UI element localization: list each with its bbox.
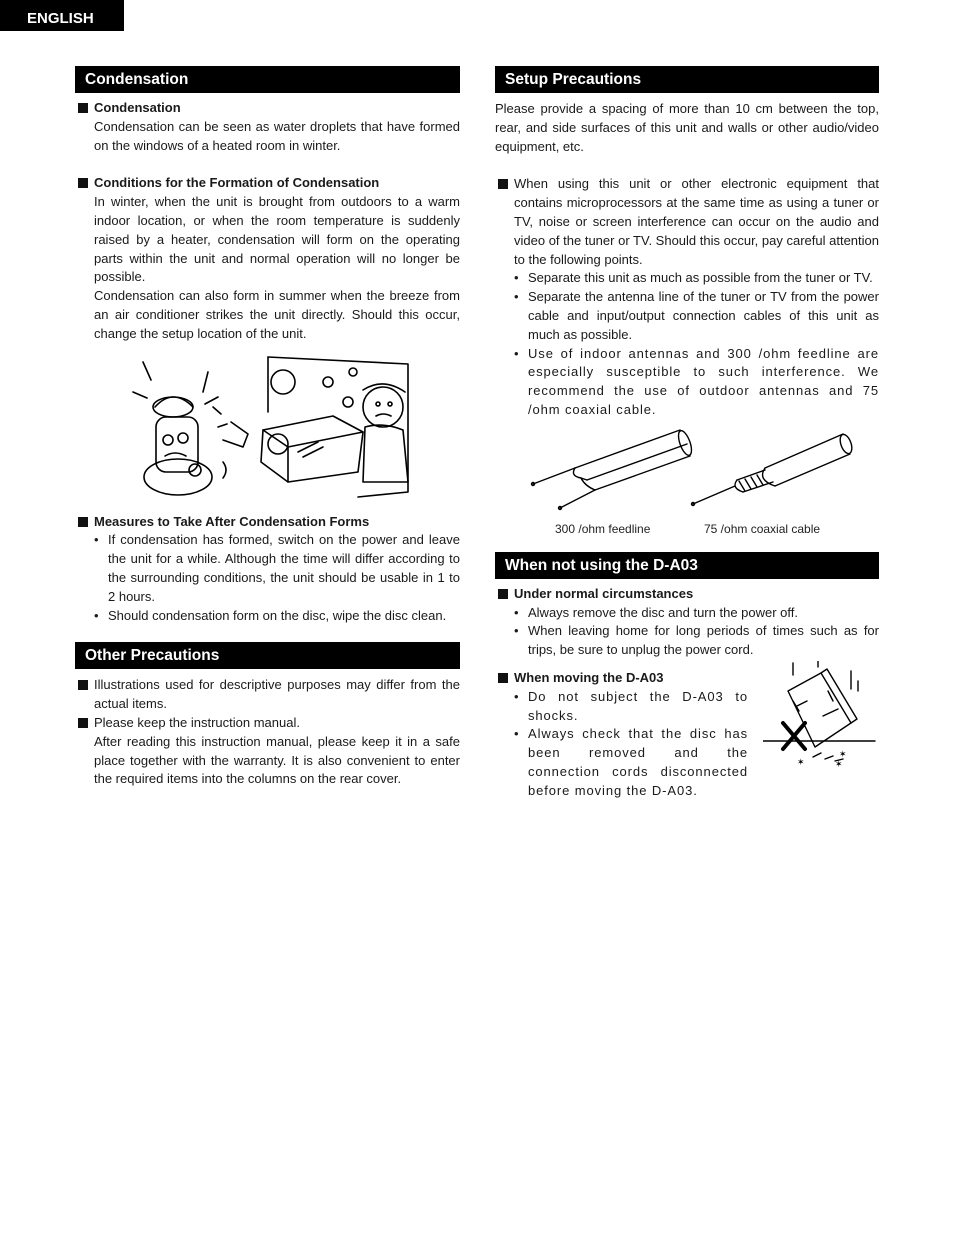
other-item-manual-text: After reading this instruction manual, please keep it in a safe place together with the warranty. It is also convenient to enter the required items into the columns on the rear cover.: [94, 733, 460, 787]
normal-circumstances-item: [495, 585, 879, 660]
normal-bullet: • When leaving home for long periods of times such as for trips, be sure to unplug the power cord.: [514, 622, 879, 660]
svg-text:✶: ✶: [797, 757, 805, 768]
normal-bullet: • Always remove the disc and turn the power off.: [514, 604, 879, 623]
conditions-item: [75, 174, 460, 343]
condensation-heading: Condensation: [75, 66, 460, 93]
conditions-paragraph-1: In winter, when the unit is brought from outdoors to a warm indoor location, or when the room temperature is suddenly raised by a heater, condensation will form on the operating parts within the unit and normal operation will no longer be possible.: [94, 194, 460, 285]
normal-circumstances-title: Under normal circumstances: [514, 585, 694, 601]
svg-text:✶: ✶: [839, 749, 847, 760]
condensation-illustration: [123, 352, 423, 507]
other-item-text: Illustrations used for descriptive purposes may differ from the actual items.: [94, 677, 460, 712]
measures-bullet: • If condensation has formed, switch on the power and leave the unit for a while. Although the time will differ according to the surrounding conditions, the unit should be usable in 1 to 2 hours.: [94, 531, 460, 606]
other-item-manual-title: Please keep the instruction manual.: [94, 714, 300, 730]
setup-precautions-heading: Setup Precautions: [495, 66, 879, 93]
dropping-unit-illustration: [763, 661, 879, 771]
left-column: [75, 66, 460, 789]
measures-list: [94, 531, 460, 625]
moving-title: When moving the D-A03: [514, 669, 664, 685]
right-column: [495, 66, 879, 801]
setup-bullets: [514, 269, 879, 419]
svg-text:✶: ✶: [835, 759, 843, 770]
coaxial-caption: 75 /ohm coaxial cable: [704, 521, 821, 536]
measures-item: [75, 513, 460, 626]
moving-bullet: • Do not subject the D-A03 to shocks.: [514, 688, 748, 726]
not-using-heading: When not using the D-A03: [495, 552, 879, 579]
setup-bullet: • Use of indoor antennas and 300 /ohm feedline are especially susceptible to such interference. We recommend the use of outdoor antennas and 75 /ohm coaxial cable.: [514, 345, 879, 420]
other-item-manual: [75, 714, 460, 789]
condensation-subtitle: Condensation: [94, 100, 181, 115]
cable-illustration: [495, 428, 879, 520]
setup-bullet: • Separate the antenna line of the tuner or TV from the power cable and input/output connection cables of this unit as much as possible.: [514, 288, 879, 344]
setup-interference-item: [495, 175, 879, 419]
setup-intro: Please provide a spacing of more than 10 cm between the top, rear, and side surfaces of this unit and walls or other audio/video equipment, etc.: [495, 101, 879, 154]
normal-circumstances-list: [514, 604, 879, 660]
setup-bullet: • Separate this unit as much as possible from the tuner or TV.: [514, 269, 879, 288]
feedline-caption: 300 /ohm feedline: [555, 521, 651, 536]
other-precautions-heading: Other Precautions: [75, 642, 460, 669]
moving-bullet: • Always check that the disc has been removed and the connection cords disconnected before moving the D-A03.: [514, 725, 748, 800]
condensation-item: [75, 99, 460, 155]
setup-interference-text: When using this unit or other electronic equipment that contains microprocessors at the same time as using a tuner or TV, noise or screen interference can occur on the audio and video of the tuner or TV. Should this occur, pay careful attention to the following points.: [514, 176, 879, 267]
condensation-text: Condensation can be seen as water droplets that have formed on the windows of a heated room in winter.: [94, 118, 460, 153]
language-tab: ENGLISH: [0, 0, 124, 31]
measures-bullet: • Should condensation form on the disc, wipe the disc clean.: [94, 607, 460, 626]
measures-subtitle: Measures to Take After Condensation Forms: [94, 513, 370, 529]
other-item-illustrations: [75, 676, 460, 714]
moving-item: [495, 669, 748, 801]
conditions-paragraph-2: Condensation can also form in summer when the breeze from an air conditioner strikes the unit directly. Should this occur, change the setup location of the unit.: [94, 288, 460, 341]
moving-list: [514, 688, 748, 801]
conditions-subtitle: Conditions for the Formation of Condensation: [94, 175, 380, 191]
